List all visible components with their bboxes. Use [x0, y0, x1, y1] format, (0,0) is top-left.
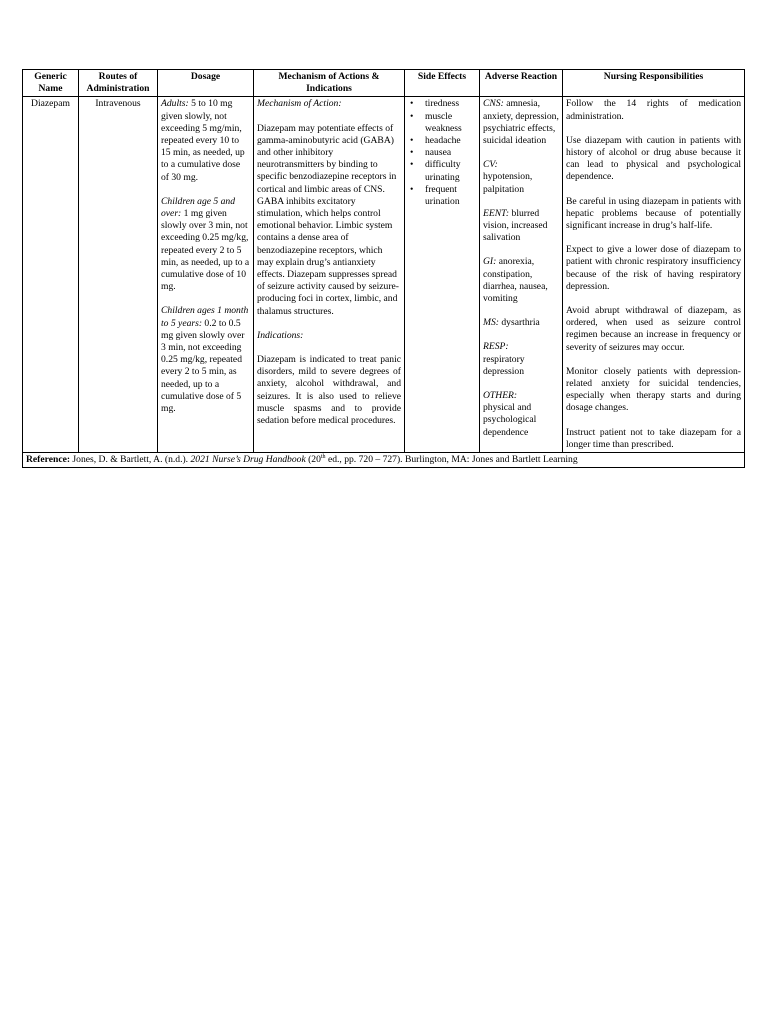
nursing-item: Expect to give a lower dose of diazepam to patient with chronic respiratory insufficiency because of the risk of having respiratory depression.	[566, 244, 741, 292]
side-effects-list	[408, 98, 476, 208]
dosage-children-1m-5y: Children ages 1 month to 5 years: 0.2 to 0.5 mg given slowly over 3 min, not exceeding 0.25 mg/kg, repeated every 2 to 5 min, as needed, up to a cumulative dose of 5 mg.	[161, 305, 249, 415]
side-effect-item: • muscle weakness	[408, 111, 476, 135]
nursing-item: Monitor closely patients with depression-related anxiety for suicidal tendencies, especially when therapy starts and during dosage changes.	[566, 365, 741, 414]
header-row	[23, 70, 745, 97]
reference-label: Reference:	[26, 454, 71, 466]
adverse-resp: RESP: respiratory depression	[483, 341, 525, 377]
reference-row	[23, 453, 745, 468]
side-effect-item: • headache	[408, 135, 476, 147]
nursing-item: Instruct patient not to take diazepam for a longer time than prescribed.	[566, 426, 741, 450]
reference-rest: ed., pp. 720 – 727). Burlington, MA: Jones and Bartlett Learning	[325, 454, 578, 466]
side-effect-item: • tiredness	[408, 98, 476, 110]
header-side-effects: Side Effects	[405, 70, 480, 97]
header-generic-name: Generic Name	[23, 70, 79, 97]
nursing-item: Follow the 14 rights of medication administration.	[566, 98, 741, 122]
dosage-adults: Adults: 5 to 10 mg given slowly, not exceeding 5 mg/min, repeated every 10 to 15 min, as needed, up to a cumulative dose of 30 mg.	[161, 98, 245, 183]
adverse-other: OTHER: physical and psychological dependence	[483, 390, 537, 438]
adverse-ms: MS: dysarthria	[483, 317, 540, 329]
adverse-cns: CNS: amnesia, anxiety, depression, psychiatric effects, suicidal ideation	[483, 98, 559, 147]
mechanism-text: Diazepam may potentiate effects of gamma-aminobutyric acid (GABA) and other inhibitory neurotransmitters by binding to specific benzodiazepine receptors in cortical and limbic areas of CNS. GABA inhibits excitatory stimulation, which helps control emotional behavior. Limbic system contains a dense area of benzodiazepine receptors, which may explain drug’s antianxiety effects. Diazepam suppresses spread of seizure activity caused by seizure-producing foci in cortex, limbic, and thalamus structures.	[257, 122, 399, 317]
header-mechanism: Mechanism of Actions & Indications	[254, 70, 405, 97]
drug-study-table	[22, 69, 745, 468]
adverse-reaction-cell	[480, 97, 563, 453]
indications-text: Diazepam is indicated to treat panic disorders, mild to severe degrees of anxiety, alcohol withdrawal, and seizures. It is also used to relieve muscle spasms and to provide sedation before medical procedures.	[257, 354, 401, 427]
reference-authors: Jones, D. & Bartlett, A. (n.d.).	[70, 454, 191, 466]
adverse-eent: EENT: blurred vision, increased salivation	[483, 207, 548, 244]
nursing-item: Avoid abrupt withdrawal of diazepam, as ordered, when used as seizure control regimen because an increase in frequency or severity of seizures may occur.	[566, 305, 741, 353]
adverse-cv: CV: hypotension, palpitation	[483, 159, 533, 195]
adverse-gi: GI: anorexia, constipation, diarrhea, nausea, vomiting	[483, 256, 548, 305]
nursing-item: Use diazepam with caution in patients with history of alcohol or drug abuse because it can lead to physical and psychological dependence.	[566, 134, 741, 183]
reference-title: 2021 Nurse’s Drug Handbook	[190, 454, 306, 466]
drug-row	[23, 97, 745, 453]
mechanism-cell	[254, 97, 405, 453]
side-effect-item: • frequent urination	[408, 184, 476, 208]
route-cell: Intravenous	[79, 97, 158, 453]
side-effect-item: • difficulty urinating	[408, 159, 476, 183]
indications-heading: Indications:	[257, 329, 304, 341]
dosage-children-5-over: Children age 5 and over: 1 mg given slowly over 3 min, not exceeding 0.25 mg/kg, repeated every 2 to 5 min, as needed, up to a cumulative dose of 10 mg.	[161, 195, 250, 293]
header-routes: Routes of Administration	[79, 70, 158, 97]
side-effect-item: • nausea	[408, 147, 476, 159]
header-nursing: Nursing Responsibilities	[563, 70, 745, 97]
dosage-cell	[158, 97, 254, 453]
nursing-cell	[563, 97, 745, 453]
mechanism-heading: Mechanism of Action:	[257, 98, 342, 110]
nursing-item: Be careful in using diazepam in patients with hepatic problems because of potentially significant increase in drug’s half-life.	[566, 195, 741, 232]
header-adverse-reaction: Adverse Reaction	[480, 70, 563, 97]
generic-name-cell: Diazepam	[23, 97, 79, 453]
side-effects-cell	[405, 97, 480, 453]
header-dosage: Dosage	[158, 70, 254, 97]
reference-cell: Reference: Jones, D. & Bartlett, A. (n.d.). 2021 Nurse’s Drug Handbook (20th ed., pp. 720 – 727). Burlington, MA: Jones and Bartlett Learning	[23, 453, 745, 468]
